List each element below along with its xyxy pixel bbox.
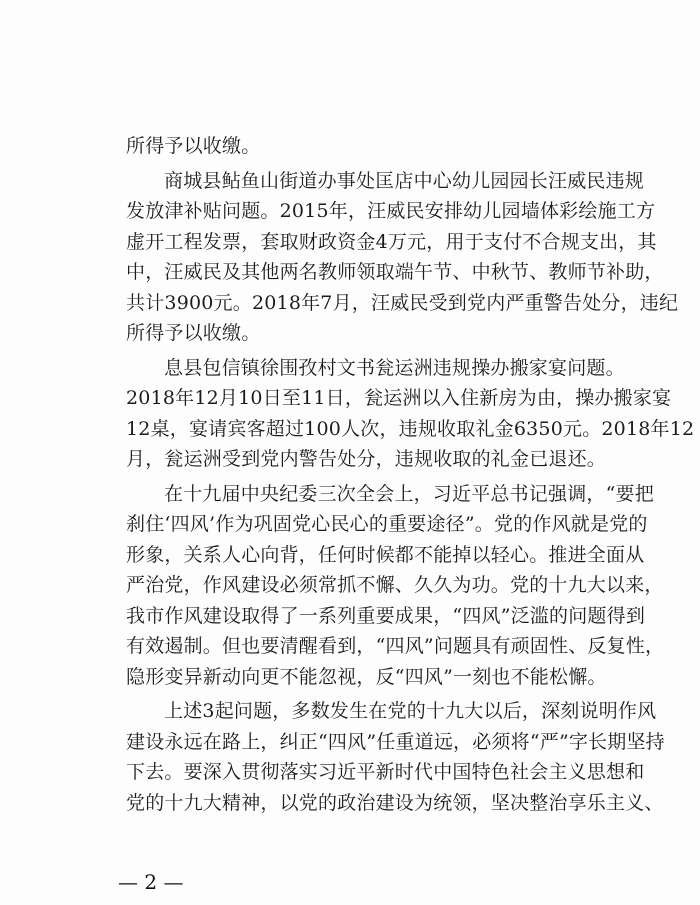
text-line: 发放津补贴问题。2015年，汪威民安排幼儿园墙体彩绘施工方 bbox=[126, 200, 656, 222]
text-line: 党的十九大精神，以党的政治建设为统领，坚决整治享乐主义、 bbox=[126, 791, 664, 814]
text-line: 有效遏制。但也要清醒看到，“四风”问题具有顽固性、反复性， bbox=[126, 635, 665, 657]
paragraph bbox=[126, 166, 679, 349]
text-line: 我市作风建设取得了一系列重要成果，“四风”泛滥的问题得到 bbox=[126, 604, 646, 627]
text-line: 2018年12月10日至11日，瓮运洲以入住新房为由，操办搬家宴 bbox=[126, 387, 672, 409]
text-line: 在十九届中央纪委三次全会上，习近平总书记强调，“要把 bbox=[164, 482, 654, 505]
text-line: 12桌，宴请宾客超过100人次，违规收取礼金6350元。2018年12 bbox=[126, 417, 695, 440]
text-line: 息县包信镇徐围孜村文书瓮运洲违规操办搬家宴问题。 bbox=[164, 356, 625, 379]
text-line: 虚开工程发票，套取财政资金4万元，用于支付不合规支出，其 bbox=[126, 230, 657, 253]
paragraph bbox=[126, 479, 665, 693]
text-line: 建设永远在路上，纠正“四风”任重道远，必须将“严”字长期坚持 bbox=[126, 730, 665, 753]
paragraph bbox=[126, 131, 596, 162]
text-line: 形象，关系人心向背，任何时候都不能掉以轻心。推进全面从 bbox=[126, 543, 645, 566]
text-line: 严治党，作风建设必须常抓不懈、久久为功。党的十九大以来， bbox=[126, 574, 664, 596]
text-line: 中，汪威民及其他两名教师领取端午节、中秋节、教师节补助， bbox=[126, 261, 664, 283]
text-line: 上述3起问题，多数发生在党的十九大以后，深刻说明作风 bbox=[164, 700, 657, 722]
text-line: 刹住‘四风’作为巩固党心民心的重要途径”。党的作风就是党的 bbox=[126, 513, 648, 535]
page-number: — 2 — bbox=[118, 870, 184, 894]
paragraph bbox=[126, 353, 695, 475]
text-line: 下去。要深入贯彻落实习近平新时代中国特色社会主义思想和 bbox=[126, 761, 645, 783]
text-line: 所得予以收缴。 bbox=[126, 135, 261, 157]
text-line: 所得予以收缴。 bbox=[126, 322, 261, 344]
text-line: 月，瓮运洲受到党内警告处分，违规收取的礼金已退还。 bbox=[126, 448, 607, 470]
text-line: 共计3900元。2018年7月，汪威民受到党内严重警告处分，违纪 bbox=[126, 291, 679, 314]
document-body bbox=[126, 131, 695, 818]
paragraph bbox=[126, 696, 665, 818]
text-line: 隐形变异新动向更不能忽视，反“四风”一刻也不能松懈。 bbox=[126, 665, 607, 688]
text-line: 商城县鲇鱼山街道办事处匡店中心幼儿园园长汪威民违规 bbox=[164, 169, 645, 192]
